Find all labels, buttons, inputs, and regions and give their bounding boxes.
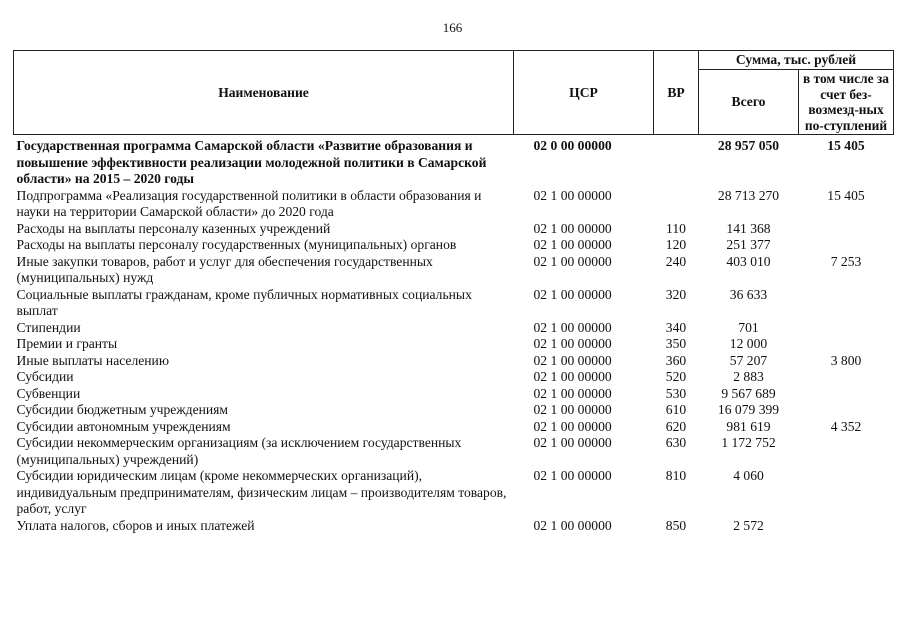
row-name: Субвенции bbox=[16, 385, 81, 401]
table-header bbox=[14, 51, 894, 135]
row-total: 16 079 399 bbox=[717, 402, 780, 417]
row-vr: 620 bbox=[665, 418, 687, 434]
row-csr: 02 1 00 00000 bbox=[533, 187, 612, 203]
row-total: 9 567 689 bbox=[721, 385, 776, 401]
row-incl bbox=[799, 221, 894, 238]
row-incl bbox=[799, 386, 894, 403]
row-name: Субсидии некоммерческим организациям (за исключением государственных (муниципальных) учреждений) bbox=[16, 435, 462, 467]
table-row bbox=[14, 369, 894, 386]
row-incl bbox=[799, 369, 894, 386]
row-csr: 02 1 00 00000 bbox=[533, 220, 612, 236]
table-row bbox=[14, 468, 894, 518]
row-name: Иные выплаты населению bbox=[16, 352, 169, 368]
table-row bbox=[14, 287, 894, 320]
row-incl: 7 253 bbox=[830, 253, 862, 269]
row-incl: 15 405 bbox=[827, 187, 865, 203]
row-incl bbox=[799, 237, 894, 254]
row-total: 2 572 bbox=[733, 517, 764, 533]
row-csr: 02 1 00 00000 bbox=[533, 468, 612, 483]
row-name: Иные закупки товаров, работ и услуг для обеспечения государственных (муниципальных) нужд bbox=[16, 253, 433, 285]
row-vr: 530 bbox=[665, 385, 687, 401]
header-csr: ЦСР bbox=[514, 51, 654, 135]
row-total: 403 010 bbox=[726, 253, 771, 269]
row-vr: 630 bbox=[665, 435, 687, 450]
header-total: Всего bbox=[699, 70, 799, 135]
row-total: 981 619 bbox=[726, 418, 771, 434]
table-row bbox=[14, 353, 894, 370]
row-total: 28 713 270 bbox=[717, 187, 780, 203]
table-row bbox=[14, 435, 894, 468]
row-vr: 320 bbox=[665, 286, 687, 302]
row-name: Социальные выплаты гражданам, кроме публичных нормативных социальных выплат bbox=[16, 286, 472, 318]
row-vr bbox=[654, 135, 699, 188]
header-incl: в том числе за счет без-возмезд-ных по-ступлений bbox=[799, 70, 894, 135]
row-vr: 120 bbox=[665, 237, 687, 252]
table-row bbox=[14, 221, 894, 238]
row-csr: 02 0 00 00000 bbox=[533, 138, 612, 153]
row-name: Стипендии bbox=[16, 319, 81, 335]
row-csr: 02 1 00 00000 bbox=[533, 336, 612, 351]
row-vr: 610 bbox=[665, 402, 687, 417]
table-row bbox=[14, 188, 894, 221]
row-csr: 02 1 00 00000 bbox=[533, 369, 612, 384]
row-total: 57 207 bbox=[729, 352, 768, 368]
row-name: Подпрограмма «Реализация государственной политики в области образования и науки на территории Самарской области» до 2020 года bbox=[16, 187, 482, 219]
row-incl: 15 405 bbox=[827, 138, 865, 153]
row-incl bbox=[799, 287, 894, 320]
row-incl bbox=[799, 518, 894, 535]
row-total: 36 633 bbox=[729, 286, 768, 302]
table-row bbox=[14, 237, 894, 254]
budget-table bbox=[13, 50, 894, 534]
row-total: 12 000 bbox=[729, 336, 768, 351]
row-total: 28 957 050 bbox=[717, 138, 780, 153]
header-sum: Сумма, тыс. рублей bbox=[699, 51, 894, 70]
row-name: Премии и гранты bbox=[16, 336, 118, 351]
row-incl bbox=[799, 468, 894, 518]
row-name: Государственная программа Самарской области «Развитие образования и повышение эффективности реализации молодежной политики в Самарской области» на 2015 – 2020 годы bbox=[16, 138, 487, 186]
row-vr: 340 bbox=[665, 319, 687, 335]
row-incl: 3 800 bbox=[830, 352, 862, 368]
row-csr: 02 1 00 00000 bbox=[533, 385, 612, 401]
table-body bbox=[14, 135, 894, 535]
row-total: 1 172 752 bbox=[721, 435, 776, 450]
row-csr: 02 1 00 00000 bbox=[533, 319, 612, 335]
row-csr: 02 1 00 00000 bbox=[533, 435, 612, 450]
page-number: 166 bbox=[442, 20, 463, 35]
table-row bbox=[14, 402, 894, 419]
row-vr: 810 bbox=[665, 468, 687, 483]
row-vr: 520 bbox=[665, 369, 687, 384]
row-csr: 02 1 00 00000 bbox=[533, 418, 612, 434]
row-vr: 850 bbox=[665, 517, 687, 533]
table-row bbox=[14, 320, 894, 337]
row-csr: 02 1 00 00000 bbox=[533, 286, 612, 302]
table-row bbox=[14, 336, 894, 353]
row-incl bbox=[799, 336, 894, 353]
row-total: 141 368 bbox=[726, 220, 771, 236]
row-csr: 02 1 00 00000 bbox=[533, 402, 612, 417]
row-name: Субсидии бюджетным учреждениям bbox=[16, 402, 229, 417]
row-vr: 240 bbox=[665, 253, 687, 269]
header-name: Наименование bbox=[14, 51, 514, 135]
row-vr: 350 bbox=[665, 336, 687, 351]
row-name: Субсидии автономным учреждениям bbox=[16, 418, 231, 434]
row-incl bbox=[799, 320, 894, 337]
row-incl bbox=[799, 435, 894, 468]
row-name: Расходы на выплаты персоналу казенных учреждений bbox=[16, 220, 331, 236]
row-name: Субсидии bbox=[16, 369, 74, 384]
row-incl: 4 352 bbox=[830, 418, 862, 434]
table-row bbox=[14, 518, 894, 535]
row-total: 701 bbox=[738, 319, 759, 335]
row-csr: 02 1 00 00000 bbox=[533, 352, 612, 368]
row-csr: 02 1 00 00000 bbox=[533, 237, 612, 252]
table-row bbox=[14, 419, 894, 436]
row-name: Субсидии юридическим лицам (кроме некоммерческих организаций), индивидуальным предпринимателям, физическим лицам – производителям товаров, работ, услуг bbox=[16, 468, 507, 516]
row-vr: 360 bbox=[665, 352, 687, 368]
header-vr: ВР bbox=[654, 51, 699, 135]
table-row bbox=[14, 254, 894, 287]
row-total: 2 883 bbox=[733, 369, 764, 384]
row-name: Расходы на выплаты персоналу государственных (муниципальных) органов bbox=[16, 237, 457, 252]
row-csr: 02 1 00 00000 bbox=[533, 517, 612, 533]
row-incl bbox=[799, 402, 894, 419]
row-total: 4 060 bbox=[733, 468, 764, 483]
table-row bbox=[14, 135, 894, 188]
row-total: 251 377 bbox=[726, 237, 771, 252]
row-csr: 02 1 00 00000 bbox=[533, 253, 612, 269]
row-vr: 110 bbox=[666, 220, 686, 236]
row-vr bbox=[654, 188, 699, 221]
table-row bbox=[14, 386, 894, 403]
row-name: Уплата налогов, сборов и иных платежей bbox=[16, 517, 255, 533]
